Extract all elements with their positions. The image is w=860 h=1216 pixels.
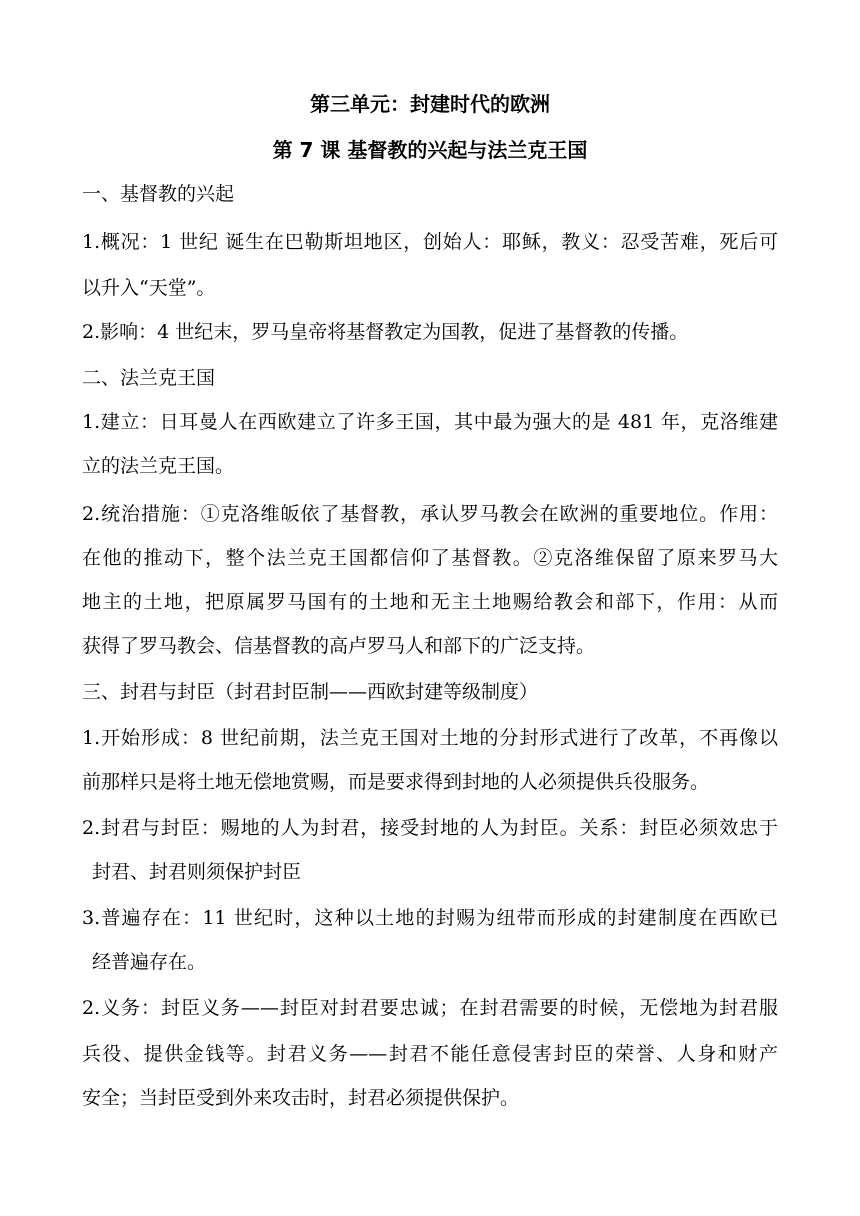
- s2-item2-line1: 2.统治措施：①克洛维皈依了基督教，承认罗马教会在欧洲的重要地位。作用：: [82, 503, 778, 525]
- s3-item2-line2: 封君、封君则须保护封臣: [92, 861, 302, 883]
- section-heading-1: 一、基督教的兴起: [82, 183, 235, 205]
- s1-item1-line1: 1.概况：1 世纪 诞生在巴勒斯坦地区，创始人：耶稣，教义：忍受苦难，死后可: [82, 231, 778, 253]
- s2-item2-line3: 地主的土地，把原属罗马国有的土地和无主土地赐给教会和部下，作用：从而: [82, 591, 778, 613]
- s3-item4-line2: 兵役、提供金钱等。封君义务——封君不能任意侵害封臣的荣誉、人身和财产: [82, 1043, 778, 1065]
- s3-item2-line1: 2.封君与封臣：赐地的人为封君，接受封地的人为封臣。关系：封臣必须效忠于: [82, 817, 778, 839]
- s3-item3-line2: 经普遍存在。: [92, 951, 207, 973]
- section-heading-3: 三、封君与封臣（封君封臣制——西欧封建等级制度）: [82, 681, 539, 703]
- unit-title: 第三单元：封建时代的欧洲: [310, 92, 550, 116]
- s1-item2-line1: 2.影响：4 世纪末，罗马皇帝将基督教定为国教，促进了基督教的传播。: [82, 321, 689, 343]
- s2-item1-line2: 立的法兰克王国。: [82, 455, 235, 477]
- s3-item3-line1: 3.普遍存在：11 世纪时，这种以土地的封赐为纽带而形成的封建制度在西欧已: [82, 907, 778, 929]
- s3-item4-line3: 安全；当封臣受到外来攻击时，封君必须提供保护。: [82, 1087, 520, 1109]
- s2-item1-line1: 1.建立：日耳曼人在西欧建立了许多王国，其中最为强大的是 481 年，克洛维建: [82, 411, 778, 433]
- s2-item2-line2: 在他的推动下，整个法兰克王国都信仰了基督教。②克洛维保留了原来罗马大: [82, 547, 778, 569]
- lesson-title: 第 7 课 基督教的兴起与法兰克王国: [272, 138, 588, 162]
- s3-item1-line1: 1.开始形成：8 世纪前期，法兰克王国对土地的分封形式进行了改革，不再像以: [82, 727, 778, 749]
- s2-item2-line4: 获得了罗马教会、信基督教的高卢罗马人和部下的广泛支持。: [82, 635, 596, 657]
- s3-item4-line1: 2.义务：封臣义务——封臣对封君要忠诚；在封君需要的时候，无偿地为封君服: [82, 997, 778, 1019]
- section-heading-2: 二、法兰克王国: [82, 367, 216, 389]
- s1-item1-line2: 以升入“天堂”。: [82, 277, 216, 299]
- s3-item1-line2: 前那样只是将土地无偿地赏赐，而是要求得到封地的人必须提供兵役服务。: [82, 771, 710, 793]
